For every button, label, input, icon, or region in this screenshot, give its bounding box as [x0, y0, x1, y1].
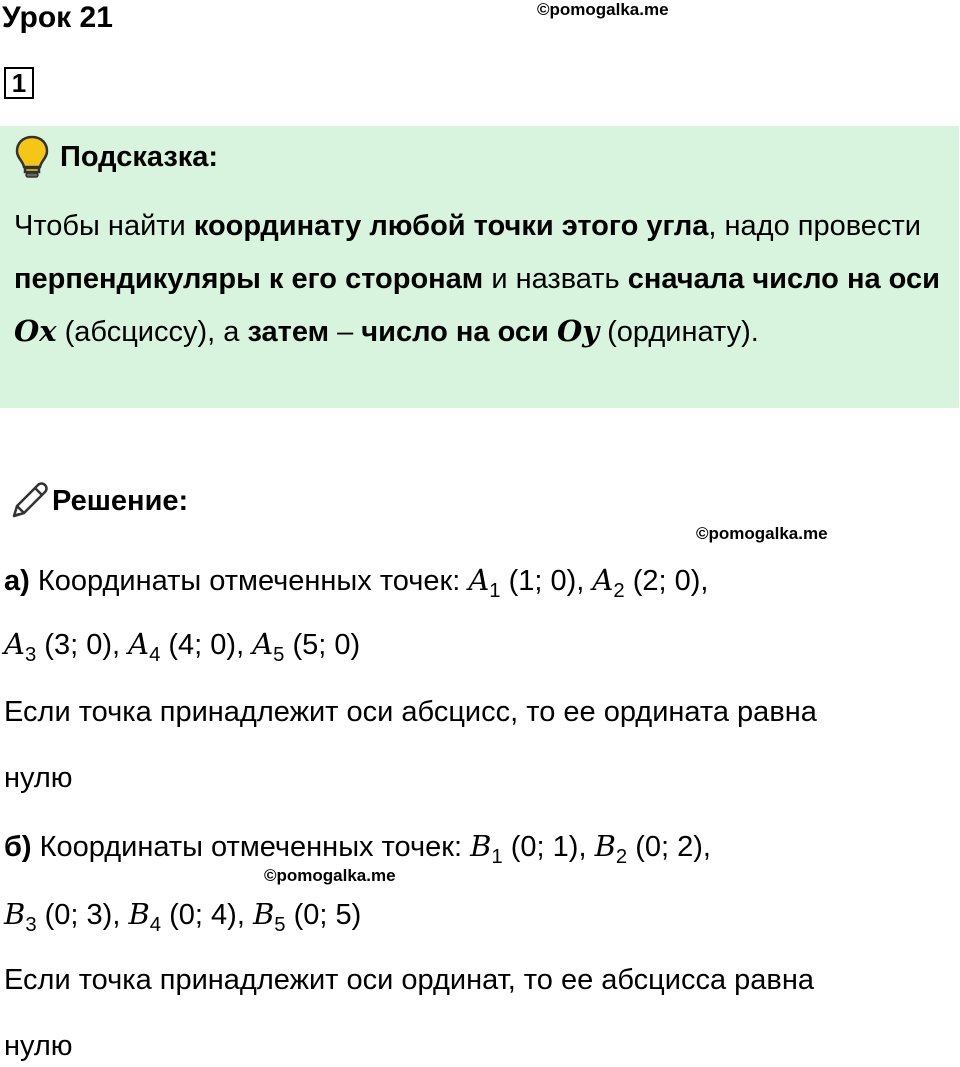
point-a4: $A_4$ (4; 0)	[128, 627, 237, 667]
solution-title: Решение:	[52, 485, 189, 517]
part-b-conclusion-line1: Если точка принадлежит оси ординат, то ее абсцисса равна	[4, 964, 814, 996]
hint-title: Подсказка:	[60, 141, 219, 173]
task-number-box: 1	[4, 67, 34, 99]
part-a-conclusion-line2: нулю	[4, 762, 73, 794]
point-b1: $B_1$ (0; 1)	[470, 829, 579, 869]
axis-oy: Oy	[556, 314, 600, 348]
part-a-conclusion-line1: Если точка принадлежит оси абсцисс, то ее ордината равна	[4, 696, 817, 728]
point-a2: $A_2$ (2; 0)	[592, 563, 701, 603]
point-b5: $B_5$ (0; 5)	[252, 897, 362, 937]
part-b-conclusion-line2: нулю	[4, 1030, 73, 1062]
part-b-line1: б) Координаты отмеченных точек: $B_1$ (0; 1), $B_2$ (0; 2),	[4, 829, 711, 869]
part-b-line2: $B_3$ (0; 3), $B_4$ (0; 4), $B_5$ (0; 5)	[4, 897, 362, 937]
point-b2: $B_2$ (0; 2)	[594, 829, 703, 869]
part-a-line2: $A_3$ (3; 0), $A_4$ (4; 0), $A_5$ (5; 0)	[4, 627, 361, 667]
watermark-bottom: ©pomogalka.me	[264, 866, 396, 885]
point-a1: $A_1$ (1; 0)	[468, 563, 577, 603]
pencil-icon	[8, 480, 50, 527]
point-a3: $A_3$ (3; 0)	[4, 627, 112, 667]
lesson-title: Урок 21	[2, 1, 113, 34]
hint-text: Чтобы найти координату любой точки этого угла, надо провести перпендикуляры к его сторонам и назвать сначала число на оси Ox (абсциссу), а затем – число на оси Oy (ординату).	[14, 210, 940, 348]
point-b3: $B_3$ (0; 3)	[4, 897, 113, 937]
axis-ox: Ox	[14, 314, 57, 348]
watermark-top: ©pomogalka.me	[537, 0, 669, 19]
watermark-middle: ©pomogalka.me	[696, 524, 828, 543]
point-a5: $A_5$ (5; 0)	[252, 627, 361, 667]
lightbulb-icon	[14, 134, 50, 185]
part-a-line1: а) Координаты отмеченных точек: $A_1$ (1; 0), $A_2$ (2; 0),	[4, 563, 709, 603]
point-b4: $B_4$ (0; 4)	[128, 897, 237, 937]
